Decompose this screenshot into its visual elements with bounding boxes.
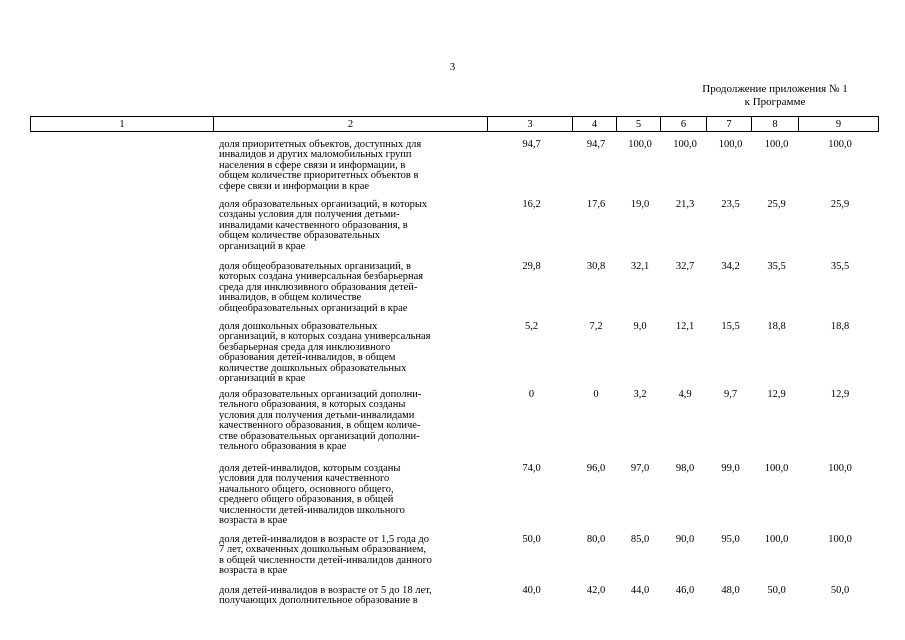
value-cell-col5: 9,0: [633, 321, 647, 332]
description-line: начального общего, основного общего,: [219, 483, 394, 495]
header-row: [31, 117, 879, 132]
description-line: доля образовательных организаций, в которых: [219, 199, 428, 210]
header-cell-9: 9: [799, 117, 879, 132]
indicator-description: [219, 140, 494, 192]
value-cell-col7: 100,0: [718, 139, 743, 150]
value-cell-col8: 100,0: [764, 534, 789, 545]
description-line: среда для инклюзивного образования детей-: [219, 281, 418, 293]
value-cell-col9: 100,0: [828, 463, 852, 474]
indicator-description: [219, 464, 494, 526]
description-line: доля приоритетных объектов, доступных для: [219, 139, 422, 150]
description-line: 7 лет, охваченных дошкольным образованием,: [219, 544, 427, 556]
value-cell-col3: 16,2: [522, 199, 541, 210]
value-cell-col6: 90,0: [675, 534, 695, 545]
description-line: которых создана универсальная безбарьерная: [219, 271, 424, 283]
value-cell-col9: 100,0: [828, 139, 852, 150]
value-cell-col8: 12,9: [767, 389, 786, 400]
value-cell-col5: 32,1: [630, 261, 650, 272]
value-cell-col3: 0: [528, 389, 535, 400]
description-line: тельного образования в крае: [219, 441, 347, 453]
value-cell-col4: 7,2: [589, 321, 603, 332]
value-cell-col7: 95,0: [721, 534, 740, 545]
value-cell-col6: 21,3: [675, 199, 695, 210]
header-cell-1: 1: [31, 117, 214, 132]
value-cell-col9: 18,8: [830, 321, 850, 332]
description-line: стве образовательных организаций дополни-: [219, 430, 420, 442]
description-line: количестве дошкольных образовательных: [219, 362, 407, 374]
value-cell-col3: 40,0: [522, 585, 541, 596]
description-line: в общей численности детей-инвалидов данного: [219, 554, 432, 566]
description-line: доля детей-инвалидов в возрасте от 1,5 года до: [219, 534, 429, 545]
header-cell-2: 2: [214, 117, 488, 132]
header-cell-6: 6: [661, 117, 707, 132]
description-line: населения в сфере связи и информации, в: [219, 159, 406, 171]
description-line: безбарьерная среда для инклюзивного: [219, 341, 391, 353]
column-number-header: [30, 116, 879, 132]
description-line: инвалидами качественного образования, в: [219, 219, 408, 231]
value-cell-col4: 30,8: [586, 261, 606, 272]
description-line: доля детей-инвалидов, которым созданы: [219, 463, 401, 474]
value-cell-col9: 12,9: [830, 389, 850, 400]
value-cell-col6: 100,0: [673, 139, 697, 150]
value-cell-col4: 0: [593, 389, 599, 400]
value-cell-col7: 15,5: [721, 321, 740, 332]
header-cell-7: 7: [707, 117, 752, 132]
value-cell-col5: 44,0: [630, 585, 650, 596]
value-cell-col7: 34,2: [721, 261, 740, 272]
description-line: сфере связи и информации в крае: [219, 180, 370, 192]
value-cell-col5: 19,0: [630, 199, 650, 210]
value-cell-col7: 23,5: [721, 199, 740, 210]
value-cell-col9: 100,0: [828, 534, 852, 545]
header-cell-3: 3: [488, 117, 573, 132]
indicator-description: [219, 262, 494, 314]
indicator-description: [219, 200, 494, 252]
value-cell-col4: 17,6: [586, 199, 606, 210]
value-cell-col8: 100,0: [764, 139, 789, 150]
header-cell-8: 8: [752, 117, 799, 132]
value-cell-col8: 35,5: [767, 261, 786, 272]
value-cell-col8: 100,0: [764, 463, 789, 474]
value-cell-col5: 100,0: [628, 139, 652, 150]
header-cell-4: 4: [573, 117, 617, 132]
header-cell-5: 5: [617, 117, 661, 132]
indicator-description: [219, 535, 494, 577]
value-cell-col4: 94,7: [586, 139, 606, 150]
description-line: качественного образования, в общем количе-: [219, 420, 421, 432]
description-line: организаций в крае: [219, 373, 306, 385]
description-line: общем количестве приоритетных объектов в: [219, 170, 419, 182]
value-cell-col3: 74,0: [522, 463, 541, 474]
description-line: образования детей-инвалидов, в общем: [219, 352, 396, 364]
value-cell-col7: 48,0: [721, 585, 740, 596]
value-cell-col4: 96,0: [586, 463, 606, 474]
value-cell-col6: 32,7: [675, 261, 695, 272]
description-line: общем количестве образовательных: [219, 230, 381, 242]
value-cell-col8: 18,8: [767, 321, 786, 332]
description-line: созданы условия для получения детьми-: [219, 209, 400, 221]
value-cell-col6: 98,0: [675, 463, 695, 474]
description-line: инвалидов, в общем количестве: [219, 292, 362, 304]
value-cell-col5: 97,0: [630, 463, 650, 474]
value-cell-col9: 35,5: [830, 261, 850, 272]
description-line: инвалидов и других маломобильных групп: [219, 149, 412, 161]
value-cell-col9: 50,0: [830, 585, 850, 596]
description-line: получающих дополнительное образование в: [219, 595, 418, 607]
description-line: среднего общего образования, в общей: [219, 494, 394, 506]
description-line: доля дошкольных образовательных: [219, 321, 378, 332]
description-line: условия для получения детьми-инвалидами: [219, 409, 415, 421]
value-cell-col3: 5,2: [524, 321, 539, 332]
page-number: 3: [449, 61, 456, 73]
description-line: условия для получения качественного: [219, 473, 390, 485]
value-cell-col7: 9,7: [723, 389, 738, 400]
value-cell-col8: 25,9: [767, 199, 786, 210]
indicator-description: [219, 390, 494, 452]
description-line: тельного образования, в которых созданы: [219, 399, 406, 411]
indicator-description: [219, 586, 494, 607]
description-line: доля общеобразовательных организаций, в: [219, 261, 411, 272]
description-line: возраста в крае: [219, 565, 288, 577]
value-cell-col8: 50,0: [767, 585, 786, 596]
value-cell-col5: 85,0: [630, 534, 650, 545]
value-cell-col4: 80,0: [586, 534, 606, 545]
value-cell-col9: 25,9: [830, 199, 850, 210]
description-line: возраста в крае: [219, 515, 288, 527]
value-cell-col7: 99,0: [721, 463, 740, 474]
appendix-note-line2: к Программе: [744, 96, 806, 108]
description-line: доля образовательных организаций дополни-: [219, 389, 422, 400]
appendix-note-line1: Продолжение приложения № 1: [702, 83, 848, 95]
value-cell-col3: 94,7: [522, 139, 541, 150]
value-cell-col3: 50,0: [522, 534, 541, 545]
description-line: численности детей-инвалидов школьного: [219, 504, 405, 516]
description-line: организаций в крае: [219, 240, 306, 252]
description-line: организаций, в которых создана универсальная: [219, 331, 431, 343]
appendix-note: [685, 83, 865, 109]
value-cell-col6: 46,0: [675, 585, 695, 596]
description-line: общеобразовательных организаций в крае: [219, 302, 408, 314]
value-cell-col4: 42,0: [586, 585, 606, 596]
description-line: доля детей-инвалидов в возрасте от 5 до 18 лет,: [219, 585, 432, 596]
indicator-description: [219, 322, 494, 384]
value-cell-col3: 29,8: [522, 261, 541, 272]
value-cell-col6: 12,1: [675, 321, 695, 332]
value-cell-col5: 3,2: [633, 389, 647, 400]
value-cell-col6: 4,9: [678, 389, 692, 400]
